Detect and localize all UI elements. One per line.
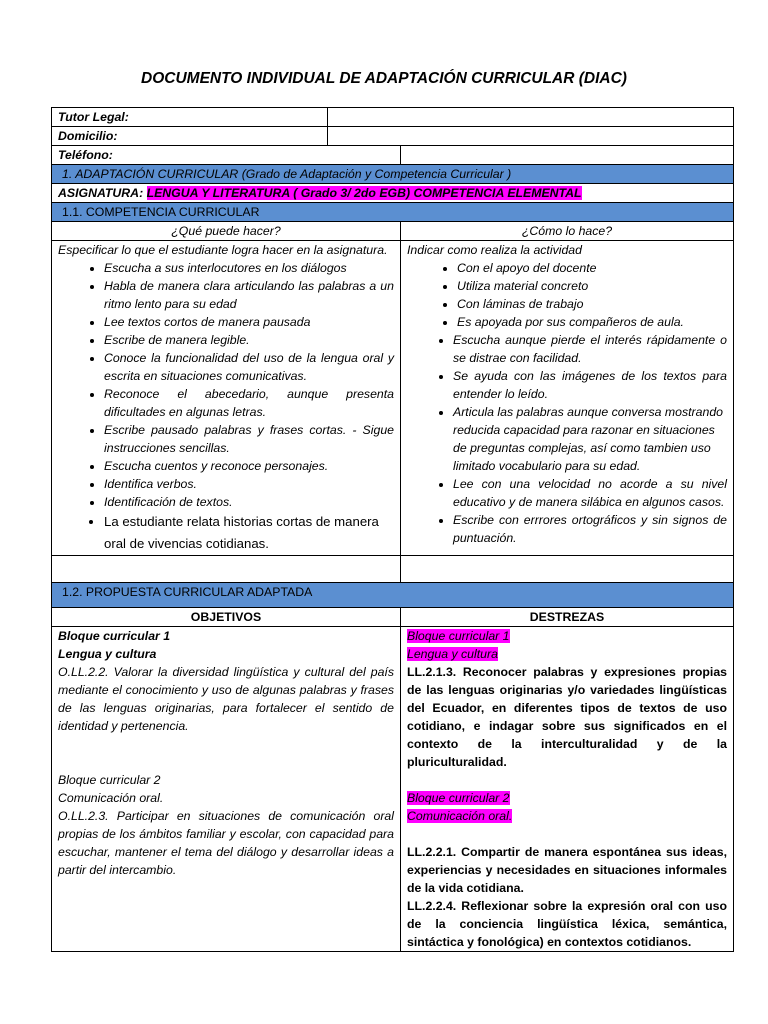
right-intro: Indicar como realiza la actividad (407, 243, 582, 257)
section1-header: 1. ADAPTACIÓN CURRICULAR (Grado de Adaptación y Competencia Curricular ) (52, 165, 734, 184)
list-item: • Escribe de manera legible. (104, 331, 394, 349)
left-list (58, 259, 394, 555)
list-item: • Articula las palabras aunque conversa mostrando reducida capacidad para razonar en situaciones de preguntas complejas, así como tambien uso limitado vocabulario para su edad. (453, 403, 727, 475)
list-item: • Lee con una velocidad no acorde a su nivel educativo y de manera silábica en algunos casos. (453, 475, 727, 511)
des2-text1: LL.2.2.1. Compartir de manera espontánea sus ideas, experiencias y necesidades en situaciones informales de la vida cotidiana. (407, 845, 727, 895)
list-item: • La estudiante relata historias cortas de manera oral de vivencias cotidianas. (104, 511, 394, 555)
list-item: • Utiliza material concreto (457, 277, 727, 295)
competencia-head-row (52, 222, 734, 241)
right-list (407, 259, 727, 331)
asignatura-subject (147, 186, 582, 200)
asignatura-rest: COMPETENCIA ELEMENTAL (410, 186, 582, 200)
obj1-text: O.LL.2.2. Valorar la diversidad lingüística y cultural del país mediante el conocimiento y uso de algunas palabras y frases de las lenguas originarias, para fortalecer el sentido de identidad y pertenencia. (58, 665, 394, 733)
tutor-value[interactable] (328, 108, 734, 127)
como-lo-hace-cell (401, 241, 734, 556)
document-title: DOCUMENTO INDIVIDUAL DE ADAPTACIÓN CURRICULAR (DIAC) (141, 70, 627, 87)
asignatura-row (52, 184, 734, 203)
tutor-label: Tutor Legal: (52, 108, 328, 127)
des2-text2: LL.2.2.4. Reflexionar sobre la expresión oral con uso de la conciencia lingüística léxica, semántica, sintáctica y fonológica) en contextos cotidianos. (407, 899, 727, 949)
diac-table (51, 107, 734, 952)
obj1-block: Bloque curricular 1 (58, 629, 171, 643)
list-item: • Habla de manera clara articulando las palabras a un ritmo lento para su edad (104, 277, 394, 313)
domicilio-value[interactable] (328, 127, 734, 146)
des1-text: LL.2.1.3. Reconocer palabras y expresiones propias de las lenguas originarias y/o variedades lingüísticas del Ecuador, en diferentes tipos de textos de uso cotidiano, e indagar sobre sus significados en el contexto de la interculturalidad y de la pluriculturalidad. (407, 665, 727, 769)
des2-block: Bloque curricular 2 (407, 791, 510, 805)
list-item: • Reconoce el abecedario, aunque presenta dificultades en algunas letras. (104, 385, 394, 421)
asignatura-highlight: LENGUA Y LITERATURA ( Grado 3/ 2do EGB) (146, 186, 411, 200)
spacer-cell-right (401, 556, 734, 583)
destrezas-header: DESTREZAS (401, 608, 734, 627)
telefono-row (52, 146, 734, 165)
list-item: • Se ayuda con las imágenes de los textos para entender lo leído. (453, 367, 727, 403)
list-item: • Conoce la funcionalidad del uso de la lengua oral y escrita en situaciones comunicativas. (104, 349, 394, 385)
asignatura-cell (52, 184, 734, 203)
competencia-body-row (52, 241, 734, 556)
spacer-cell-left (52, 556, 401, 583)
obj2-sub: Comunicación oral. (58, 791, 164, 805)
list-item: • Escucha aunque pierde el interés rápidamente o se distrae con facilidad. (453, 331, 727, 367)
telefono-value[interactable] (401, 146, 734, 165)
right-list-2 (407, 331, 727, 547)
list-item: • Con láminas de trabajo (457, 295, 727, 313)
obj2-block: Bloque curricular 2 (58, 773, 161, 787)
list-item: • Escribe pausado palabras y frases cortas. - Sigue instrucciones sencillas. (104, 421, 394, 457)
list-item: • Escucha a sus interlocutores en los diálogos (104, 259, 394, 277)
des1-block: Bloque curricular 1 (407, 629, 510, 643)
domicilio-row (52, 127, 734, 146)
asignatura-label: ASIGNATURA: (58, 186, 147, 200)
spacer-row (52, 556, 734, 583)
que-puede-hacer-header: ¿Qué puede hacer? (52, 222, 401, 241)
list-item: • Escribe con errrores ortográficos y sin signos de puntuación. (453, 511, 727, 547)
section1-row (52, 165, 734, 184)
destrezas-cell (401, 627, 734, 952)
obj2-text: O.LL.2.3. Participar en situaciones de comunicación oral propias de los ámbitos familiar y escolar, con capacidad para escuchar, mantener el tema del diálogo y desarrollar ideas a partir del intercambio. (58, 809, 394, 877)
section11-row (52, 203, 734, 222)
propuesta-body-row (52, 627, 734, 952)
section11-header: 1.1. COMPETENCIA CURRICULAR (52, 203, 734, 222)
tutor-row (52, 108, 734, 127)
left-intro: Especificar lo que el estudiante logra hacer en la asignatura. (58, 243, 388, 257)
objetivos-header: OBJETIVOS (52, 608, 401, 627)
des2-sub: Comunicación oral. (407, 809, 513, 823)
section12-header: 1.2. PROPUESTA CURRICULAR ADAPTADA (52, 583, 734, 608)
propuesta-head-row (52, 608, 734, 627)
list-item: • Identifica verbos. (104, 475, 394, 493)
telefono-label: Teléfono: (52, 146, 401, 165)
des1-sub: Lengua y cultura (407, 647, 498, 661)
que-puede-hacer-cell (52, 241, 401, 556)
section12-row (52, 583, 734, 608)
domicilio-label: Domicilio: (52, 127, 328, 146)
list-item: • Con el apoyo del docente (457, 259, 727, 277)
list-item: • Lee textos cortos de manera pausada (104, 313, 394, 331)
list-item: • Es apoyada por sus compañeros de aula. (457, 313, 727, 331)
obj1-sub: Lengua y cultura (58, 647, 157, 661)
list-item: • Escucha cuentos y reconoce personajes. (104, 457, 394, 475)
list-item: • Identificación de textos. (104, 493, 394, 511)
objetivos-cell (52, 627, 401, 952)
como-lo-hace-header: ¿Cómo lo hace? (401, 222, 734, 241)
